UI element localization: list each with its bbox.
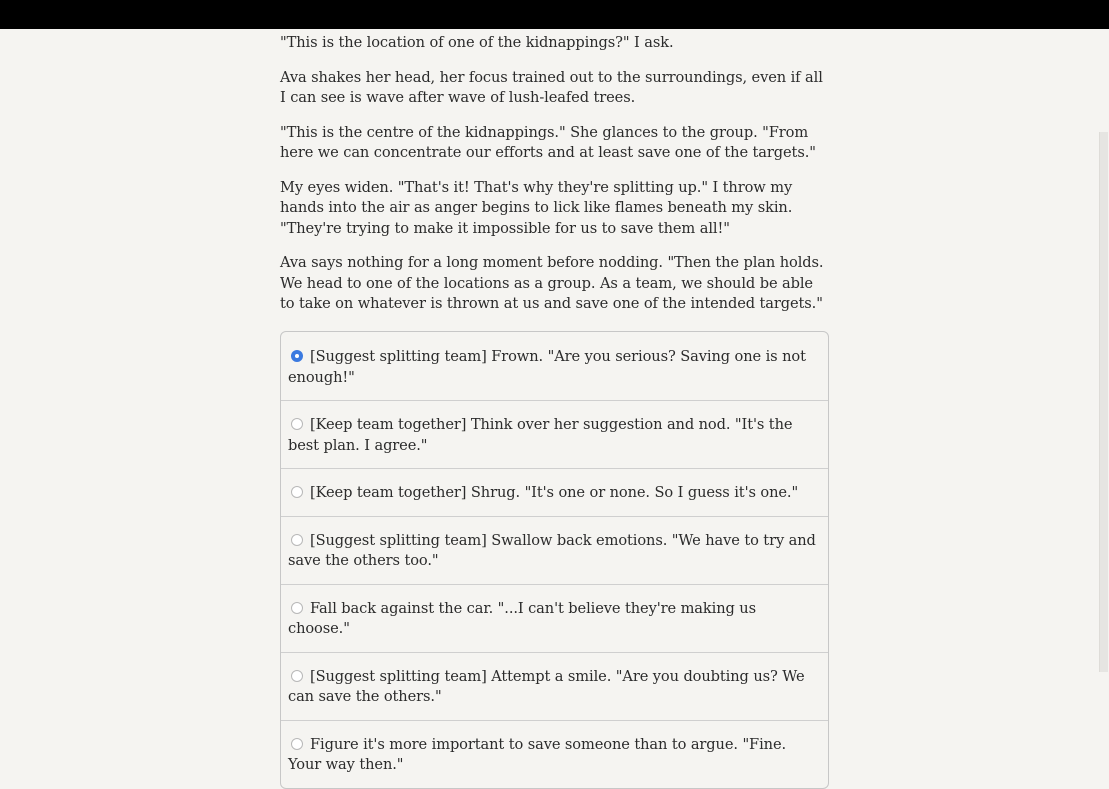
story-text — [280, 33, 825, 329]
radio-icon[interactable] — [291, 534, 303, 546]
choice-label: Figure it's more important to save someone than to argue. "Fine. Your way then." — [288, 735, 787, 773]
radio-icon[interactable] — [291, 486, 303, 498]
choice-label: [Keep team together] Think over her suggestion and nod. "It's the best plan. I agree." — [288, 416, 793, 454]
story-paragraph: Ava shakes her head, her focus trained out to the surroundings, even if all I can see is wave after wave of lush-leafed trees. — [280, 68, 823, 106]
top-bar — [0, 0, 1109, 29]
choice-label: [Suggest splitting team] Attempt a smile. "Are you doubting us? We can save the others." — [288, 667, 805, 705]
choice-label: [Suggest splitting team] Frown. "Are you serious? Saving one is not enough!" — [288, 348, 806, 386]
radio-icon[interactable] — [291, 670, 303, 682]
story-paragraph: My eyes widen. "That's it! That's why they're splitting up." I throw my hands into the air as anger begins to lick like flames beneath my skin. "They're trying to make it impossible for us to save them all!" — [280, 178, 793, 237]
choice-label: Fall back against the car. "...I can't believe they're making us choose." — [288, 599, 756, 637]
radio-icon[interactable] — [291, 418, 303, 430]
scrollbar[interactable] — [1099, 132, 1108, 672]
choice-option[interactable] — [281, 720, 828, 788]
choice-option[interactable] — [281, 516, 828, 584]
story-paragraph: "This is the location of one of the kidnappings?" I ask. — [280, 34, 674, 51]
radio-icon[interactable] — [291, 602, 303, 614]
story-paragraph: "This is the centre of the kidnappings." She glances to the group. "From here we can concentrate our efforts and at least save one of the targets." — [280, 123, 816, 161]
choice-option[interactable] — [281, 584, 828, 652]
choice-label: [Keep team together] Shrug. "It's one or none. So I guess it's one." — [310, 484, 799, 501]
choice-option[interactable] — [281, 652, 828, 720]
choice-option[interactable] — [281, 468, 828, 516]
radio-icon[interactable] — [291, 738, 303, 750]
choice-option[interactable] — [281, 332, 828, 400]
choice-label: [Suggest splitting team] Swallow back emotions. "We have to try and save the others too." — [288, 531, 816, 569]
story-paragraph: Ava says nothing for a long moment before nodding. "Then the plan holds. We head to one of the locations as a group. As a team, we should be able to take on whatever is thrown at us and save one of the intended targets." — [280, 254, 824, 312]
choice-option[interactable] — [281, 400, 828, 468]
radio-selected-icon[interactable] — [291, 350, 303, 362]
